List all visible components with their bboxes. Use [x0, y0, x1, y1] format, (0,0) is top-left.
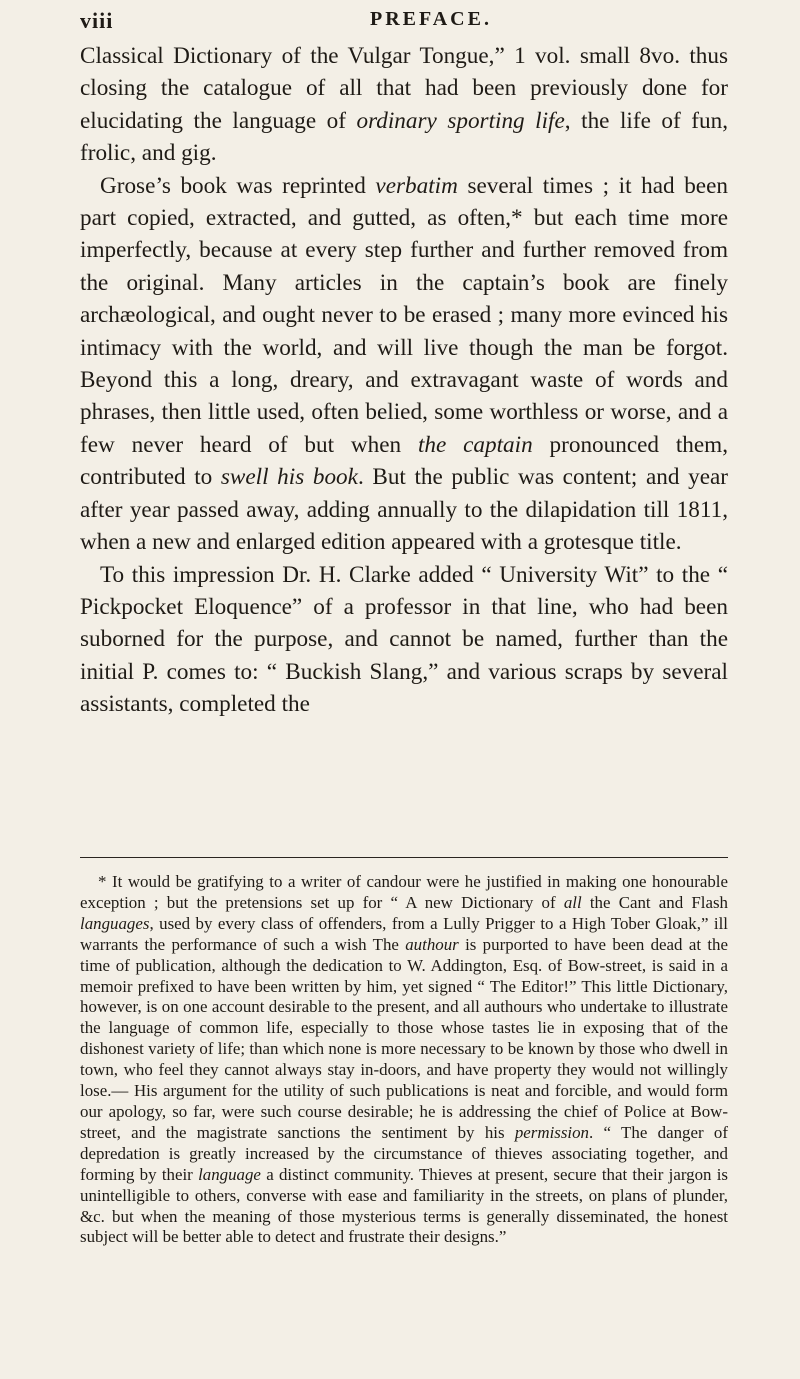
paragraph-2: Grose’s book was reprinted verbatim several times ; it had been part copied, extracted, and gutted, as often,* but each time more imperfectly, because at every step further and further removed from the original. Many articles in the captain’s book are finely archæological, and ought never to be erased ; many more evinced his intimacy with the world, and will live though the man be forgot. Beyond this a long, dreary, and extravagant waste of words and phrases, then little used, often belied, some worthless or worse, and a few never heard of but when the captain pronounced them, contributed to swell his book. But the public was content; and year after year passed away, adding annually to the dilapidation till 1811, when a new and enlarged edition appeared with a grotesque title.	[80, 172, 729, 556]
running-head: PREFACE.	[370, 8, 492, 30]
page-header	[80, 8, 720, 38]
footnote-divider	[80, 857, 728, 858]
paragraph-3: To this impression Dr. H. Clarke added “ University Wit” to the “ Pickpocket Eloquence” of a professor in that line, who had been suborned for the purpose, and cannot be named, further than the initial P. comes to: “ Buckish Slang,” and various scraps by several assistants, completed the	[80, 561, 728, 718]
page-number: viii	[80, 8, 114, 33]
footnote	[80, 872, 728, 1248]
paragraph-1: Classical Dictionary of the Vulgar Tongue,” 1 vol. small 8vo. thus closing the catalogue of all that had been previously done for elucidating the language of ordinary sporting life, the life of fun, frolic, and gig.	[80, 43, 728, 167]
body-text	[80, 40, 728, 721]
footnote-text: * It would be gratifying to a writer of candour were he justified in making one honourable exception ; but the pretensions set up for “ A new Dictionary of all the Cant and Flash languages, used by every class of offenders, from a Lully Prigger to a High Tober Gloak,” ill warrants the performance of such a wish The authour is purported to have been dead at the time of publication, although the dedication to W. Addington, Esq. of Bow-street, is said in a memoir prefixed to have been written by him, yet signed “ The Editor!” This little Dictionary, however, is on one account desirable to the present, and all authours who undertake to illustrate the language of common life, especially to those whose tastes lie in exposing that of the dishonest variety of life; than which none is more necessary to be known by those who dwell in town, who feel they cannot always stay in-doors, and have property they would not willingly lose.— His argument for the utility of such publications is neat and forcible, and would form our apology, so far, were such course desirable; he is addressing the chief of Police at Bow-street, and the magistrate sanctions the sentiment by his permission. “ The danger of depredation is greatly increased by the circumstance of thieves associating together, and forming by their language a distinct community. Thieves at present, secure that their jargon is unintelligible to others, converse with ease and familiarity in the streets, on plans of plunder, &c. but when the meaning of those mysterious terms is generally disseminated, the honest subject will be better able to detect and frustrate their designs.”	[80, 872, 729, 1247]
